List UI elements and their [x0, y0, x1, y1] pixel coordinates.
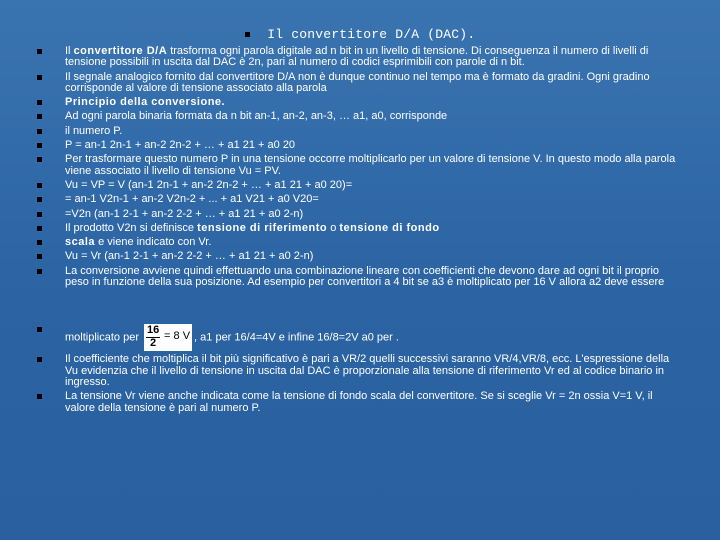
item-bold: Principio della conversione.: [65, 96, 226, 109]
bullet-icon: [37, 75, 42, 80]
slide-content: [37, 46, 677, 414]
bullet-icon: [37, 240, 42, 245]
list-item: [37, 209, 677, 220]
bullet-icon: [37, 269, 42, 274]
list-item: [37, 111, 677, 122]
item-text: = an-1 V2n-1 + an-2 V2n-2 + ... + a1 V21 + a0 V20=: [65, 193, 319, 206]
list-item: [37, 46, 677, 69]
bullet-icon: [37, 357, 42, 362]
list-item: [37, 180, 677, 191]
item-text: La tensione Vr viene anche indicata come la tensione di fondo scala del convertitore. Se si sceglie Vr = 2n ossia V=1 V, il valore della tensione è pari al numero P.: [65, 390, 653, 414]
bullet-icon: [37, 226, 42, 231]
item-text: =V2n (an-1 2-1 + an-2 2-2 + … + a1 21 + a0 2-n): [65, 207, 304, 220]
item-bold: tensione di riferimento: [197, 221, 328, 234]
fraction-result: = 8 V: [164, 330, 191, 343]
bullet-icon: [37, 49, 42, 54]
item-text: Il segnale analogico fornito dal convertitore D/A non è dunque continuo nel tempo ma è formato da gradini. Ogni gradino corrisponde al valore di tensione associato alla parola: [65, 70, 650, 94]
item-text: trasforma ogni parola digitale ad n bit in un livello di tensione. Di conseguenza il numero di livelli di tensione possibili in uscita dal DAC è 2n, pari al numero di codici esprimibili con parole di n bit.: [65, 45, 649, 69]
bullet-icon: [245, 32, 250, 37]
fraction-image: [144, 324, 192, 351]
item-text: Il coefficiente che moltiplica il bit più significativo è pari a VR/2 quelli successivi saranno VR/4,VR/8, ecc. L'espressione della Vu evidenzia che il livello di tensione in uscita dal DAC è proporzionale alla tensione di riferimento Vr ed al codice binario in ingresso.: [65, 353, 670, 388]
slide-title: Il convertitore D/A (DAC).: [267, 27, 476, 42]
list-item: [37, 391, 677, 414]
item-text: Il: [65, 45, 74, 57]
item-text: Per trasformare questo numero P in una tensione occorre moltiplicarlo per un valore di tensione V. In questo modo alla parola viene associato il livello di tensione Vu = PV.: [65, 153, 676, 177]
list-item: [37, 72, 677, 95]
item-text: , a1 per 16/4=4V e infine 16/8=2V a0 per .: [194, 331, 399, 344]
fraction-numerator: 16: [147, 324, 160, 337]
list-item: [37, 251, 677, 262]
bullet-icon: [37, 100, 42, 105]
item-text: P = an-1 2n-1 + an-2 2n-2 + … + a1 21 + a0 20: [65, 139, 296, 152]
list-item: [37, 140, 677, 151]
item-text: Vu = VP = V (an-1 2n-1 + an-2 2n-2 + … + a1 21 + a0 20)=: [65, 178, 353, 191]
item-text: La conversione avviene quindi effettuando una combinazione lineare con coefficienti che devono dare ad ogni bit il proprio peso in funzione della sua posizione. Ad esempio per convertitori a 4 bit se a3 è moltiplicato per 16 V allora a2 deve essere: [65, 264, 665, 289]
item-text: e viene indicato con Vr.: [95, 236, 212, 249]
bullet-icon: [37, 394, 42, 399]
list-item: [37, 126, 677, 137]
item-text: il numero P.: [65, 124, 123, 137]
bullet-icon: [37, 254, 42, 259]
list-item: [37, 266, 677, 289]
bullet-icon: [37, 327, 42, 332]
item-text: moltiplicato per: [65, 331, 139, 344]
bullet-icon: [37, 143, 42, 148]
slide-title-row: [0, 26, 720, 43]
list-item: [37, 324, 677, 351]
fraction-denominator: 2: [150, 337, 157, 350]
list-item: [37, 97, 677, 108]
bullet-icon: [37, 114, 42, 119]
bullet-icon: [37, 183, 42, 188]
item-text: Il prodotto V2n si definisce: [65, 221, 198, 234]
bullet-icon: [37, 197, 42, 202]
bullet-icon: [37, 212, 42, 217]
item-text: o: [327, 221, 340, 234]
bullet-icon: [37, 157, 42, 162]
item-bold: convertitore D/A: [73, 45, 168, 57]
list-item: [37, 194, 677, 205]
bullet-icon: [37, 129, 42, 134]
item-bold: tensione di fondo: [339, 221, 440, 234]
item-text: Vu = Vr (an-1 2-1 + an-2 2-2 + … + a1 21 + a0 2-n): [65, 250, 314, 263]
list-item: [37, 237, 677, 248]
item-bold: scala: [65, 236, 96, 249]
list-item: [37, 154, 677, 177]
list-item: [37, 354, 677, 388]
item-text: Ad ogni parola binaria formata da n bit an-1, an-2, an-3, … a1, a0, corrisponde: [65, 110, 448, 123]
list-item: [37, 223, 677, 234]
